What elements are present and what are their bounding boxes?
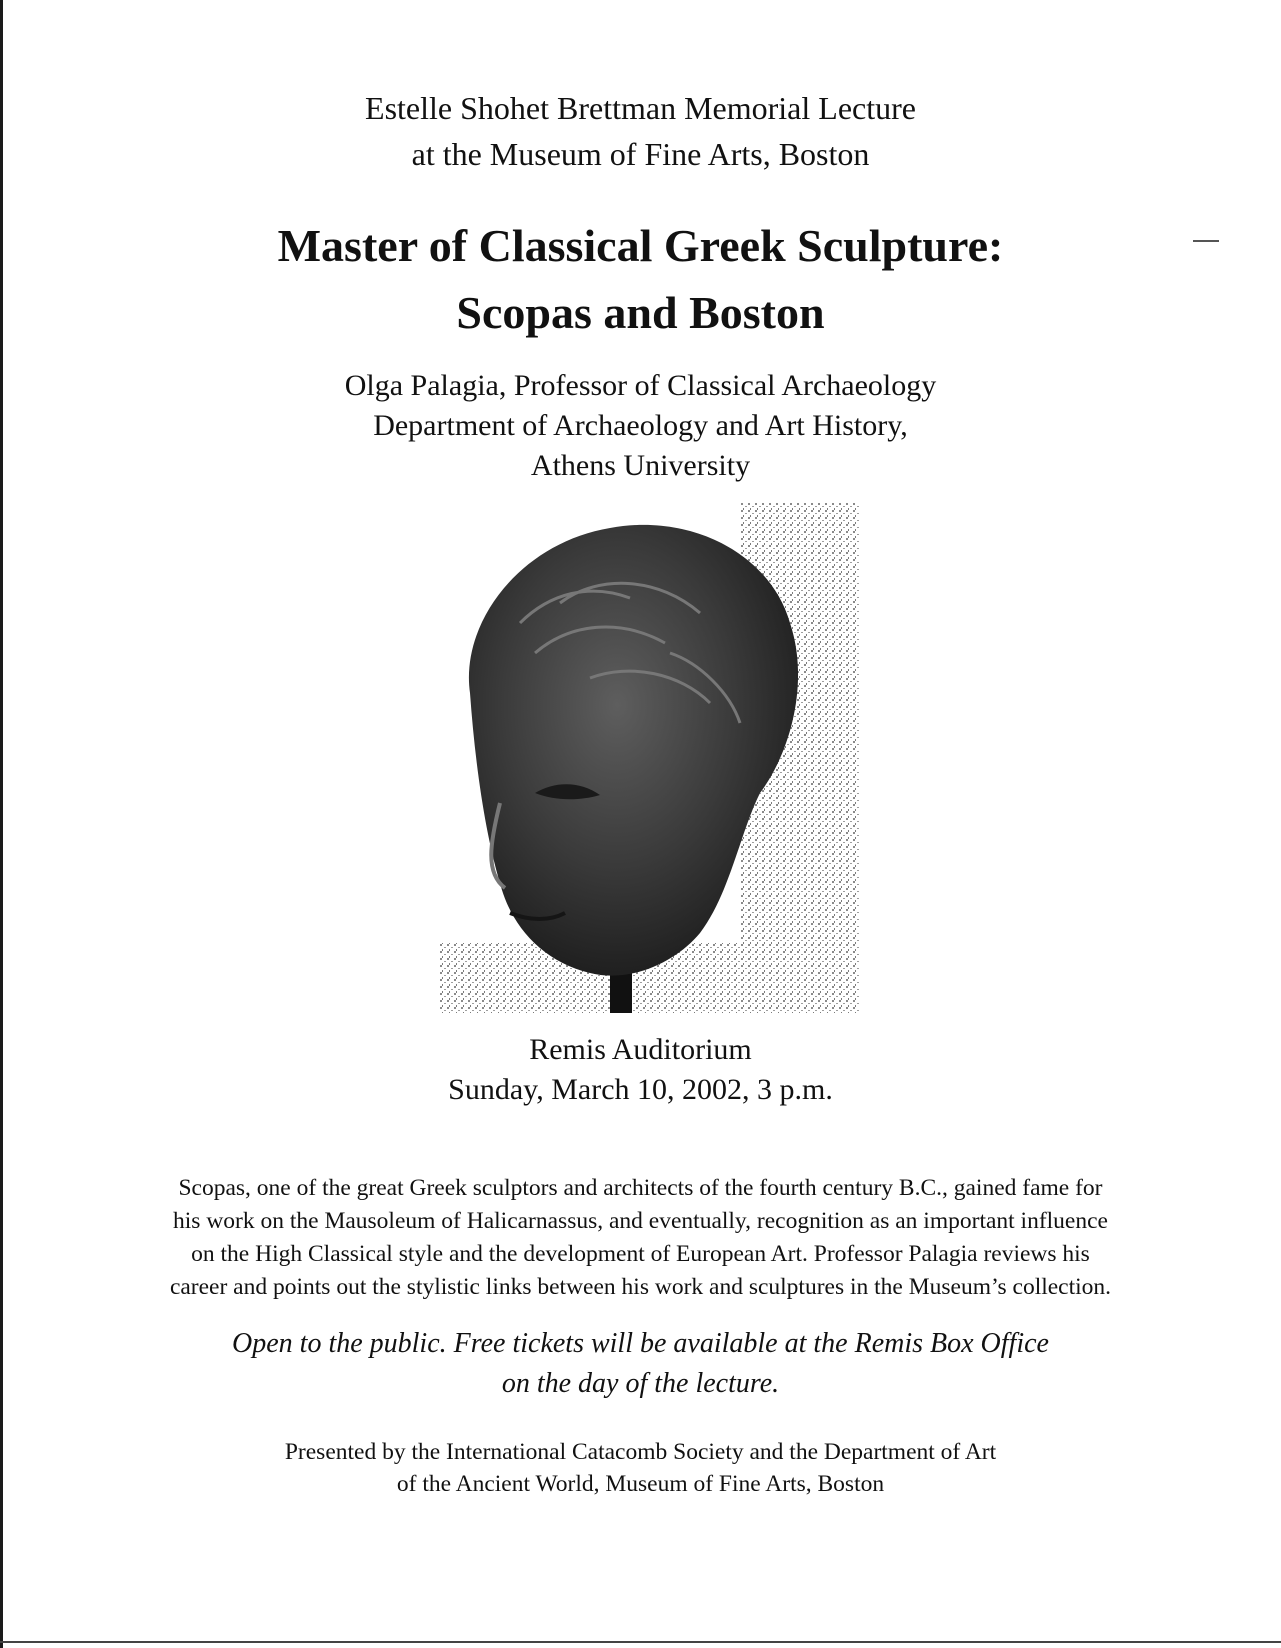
page-bottom-edge — [0, 1641, 1281, 1643]
lecture-series — [0, 85, 1281, 177]
speaker-line-1: Olga Palagia, Professor of Classical Archaeology — [344, 369, 937, 402]
credit-line-1: Presented by the International Catacomb Society and the Department of Art — [284, 1439, 997, 1465]
venue-datetime: Sunday, March 10, 2002, 3 p.m. — [448, 1073, 833, 1106]
venue-info — [0, 1030, 1281, 1110]
sculpture-head-icon — [440, 503, 860, 1013]
speaker-info — [0, 366, 1281, 486]
sculpture-photo — [440, 503, 860, 1013]
admission-line-1: Open to the public. Free tickets will be available at the Remis Box Office — [232, 1328, 1049, 1359]
lecture-series-line-1: Estelle Shohet Brettman Memorial Lecture — [365, 90, 916, 126]
sculpture-stand — [610, 973, 632, 1013]
speaker-line-2: Department of Archaeology and Art History, — [373, 409, 908, 442]
presenter-credit — [0, 1436, 1281, 1500]
admission-note — [0, 1324, 1281, 1404]
lecture-title-line-2: Scopas and Boston — [456, 287, 825, 338]
lecture-description — [80, 1172, 1201, 1304]
description-line-1: Scopas, one of the great Greek sculptors and architects of the fourth century B.C., gained fame for — [178, 1174, 1103, 1201]
admission-line-2: on the day of the lecture. — [501, 1368, 780, 1399]
description-line-4: career and points out the stylistic links between his work and sculptures in the Museum’s collection. — [169, 1273, 1112, 1300]
credit-line-2: of the Ancient World, Museum of Fine Arts, Boston — [396, 1471, 885, 1497]
venue-location: Remis Auditorium — [529, 1033, 752, 1066]
speaker-line-3: Athens University — [530, 449, 751, 482]
description-line-3: on the High Classical style and the development of European Art. Professor Palagia reviews his — [191, 1240, 1090, 1267]
lecture-title-line-1: Master of Classical Greek Sculpture: — [277, 220, 1004, 271]
lecture-series-line-2: at the Museum of Fine Arts, Boston — [411, 136, 870, 172]
description-line-2: his work on the Mausoleum of Halicarnassus, and eventually, recognition as an important influence — [173, 1207, 1108, 1234]
lecture-title — [0, 212, 1281, 346]
